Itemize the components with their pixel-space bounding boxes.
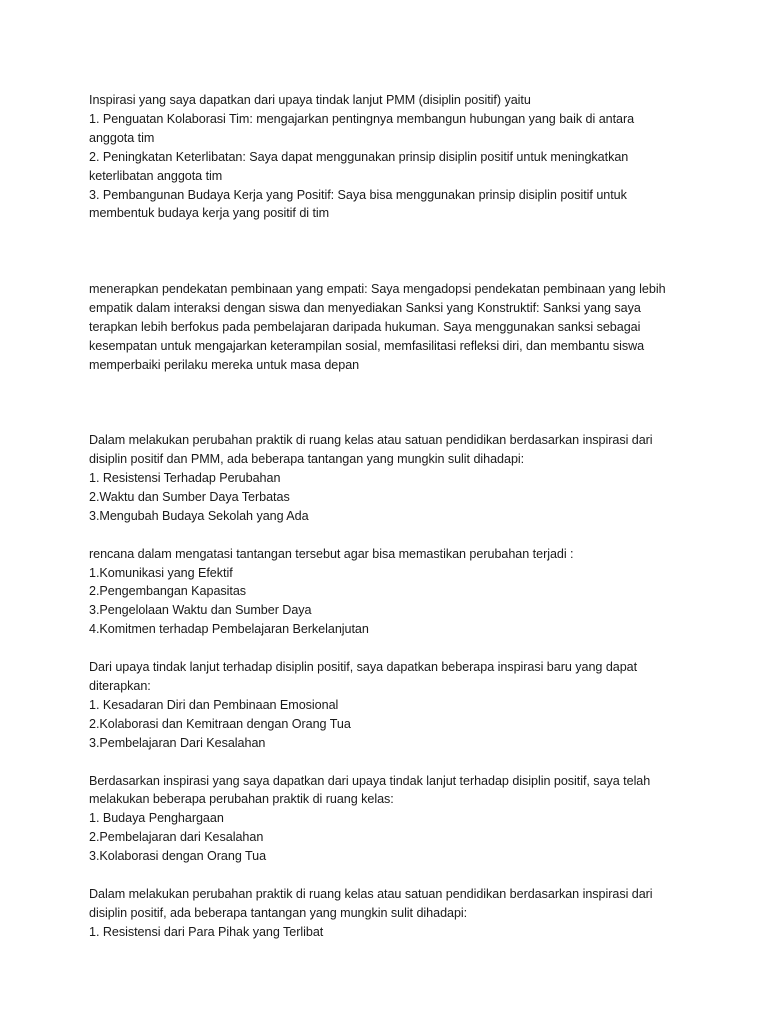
text-line: keterlibatan anggota tim — [89, 168, 223, 183]
text-line: menerapkan pendekatan pembinaan yang empati: Saya mengadopsi pendekatan pembinaan yang lebih — [89, 282, 666, 297]
text-line: 3.Mengubah Budaya Sekolah yang Ada — [89, 508, 309, 523]
paragraph-new-inspirations — [89, 658, 689, 753]
text-line: 1. Budaya Penghargaan — [89, 811, 224, 826]
text-line: Inspirasi yang saya dapatkan dari upaya tindak lanjut PMM (disiplin positif) yaitu — [89, 93, 531, 107]
text-line: 1. Resistensi dari Para Pihak yang Terlibat — [89, 924, 324, 939]
text-line: membentuk budaya kerja yang positif di tim — [89, 206, 330, 221]
paragraph-inspiration-pmm — [89, 91, 689, 223]
text-line: 2.Kolaborasi dan Kemitraan dengan Orang Tua — [89, 716, 351, 731]
text-line: 2.Waktu dan Sumber Daya Terbatas — [89, 489, 290, 504]
text-line: empatik dalam interaksi dengan siswa dan menyediakan Sanksi yang Konstruktif: Sanksi yang saya — [89, 300, 641, 315]
text-line: 1. Resistensi Terhadap Perubahan — [89, 471, 281, 486]
text-line: terapkan lebih berfokus pada pembelajaran daripada hukuman. Saya menggunakan sanksi sebagai — [89, 319, 641, 334]
text-line: 4.Komitmen terhadap Pembelajaran Berkelanjutan — [89, 622, 369, 637]
paragraph-empathic-approach — [89, 280, 689, 375]
text-line: 3. Pembangunan Budaya Kerja yang Positif: Saya bisa menggunakan prinsip disiplin positif untuk — [89, 187, 627, 202]
text-line: disiplin positif dan PMM, ada beberapa tantangan yang mungkin sulit dihadapi: — [89, 452, 525, 467]
text-line: 3.Pembelajaran Dari Kesalahan — [89, 735, 266, 750]
text-line: anggota tim — [89, 130, 155, 145]
text-line: 3.Pengelolaan Waktu dan Sumber Daya — [89, 603, 312, 618]
text-line: kesempatan untuk mengajarkan keterampilan sosial, memfasilitasi refleksi diri, dan membantu siswa — [89, 338, 645, 353]
text-line: rencana dalam mengatasi tantangan tersebut agar bisa memastikan perubahan terjadi : — [89, 546, 574, 561]
text-line: Dalam melakukan perubahan praktik di ruang kelas atau satuan pendidikan berdasarkan inspirasi dari — [89, 433, 653, 448]
text-line: diterapkan: — [89, 679, 151, 693]
blank-space — [89, 753, 689, 772]
text-line: 1. Penguatan Kolaborasi Tim: mengajarkan pentingnya membangun hubungan yang baik di antara — [89, 111, 635, 126]
blank-space — [89, 639, 689, 658]
text-line: 2.Pengembangan Kapasitas — [89, 584, 247, 599]
text-line: Berdasarkan inspirasi yang saya dapatkan dari upaya tindak lanjut terhadap disiplin positif, saya telah — [89, 773, 651, 788]
text-line: Dalam melakukan perubahan praktik di ruang kelas atau satuan pendidikan berdasarkan inspirasi dari — [89, 886, 653, 901]
text-line: 1. Kesadaran Diri dan Pembinaan Emosional — [89, 697, 339, 712]
text-line: 3.Kolaborasi dengan Orang Tua — [89, 849, 267, 864]
document-body — [89, 91, 689, 942]
text-line: 2.Pembelajaran dari Kesalahan — [89, 830, 264, 845]
text-line: disiplin positif, ada beberapa tantangan yang mungkin sulit dihadapi: — [89, 905, 468, 920]
text-line: Dari upaya tindak lanjut terhadap disiplin positif, saya dapatkan beberapa inspirasi baru yang dapat — [89, 660, 638, 675]
blank-space — [89, 375, 689, 432]
text-line: melakukan beberapa perubahan praktik di ruang kelas: — [89, 792, 394, 807]
paragraph-challenges-positive-discipline — [89, 885, 689, 942]
blank-space — [89, 526, 689, 545]
text-line: memperbaiki perilaku mereka untuk masa depan — [89, 357, 360, 372]
paragraph-challenges-pmm — [89, 431, 689, 526]
text-line: 2. Peningkatan Keterlibatan: Saya dapat menggunakan prinsip disiplin positif untuk meningkatkan — [89, 149, 629, 164]
blank-space — [89, 866, 689, 885]
blank-space — [89, 223, 689, 280]
paragraph-plan — [89, 545, 689, 640]
text-line: 1.Komunikasi yang Efektif — [89, 565, 233, 580]
paragraph-practice-changes — [89, 772, 689, 867]
